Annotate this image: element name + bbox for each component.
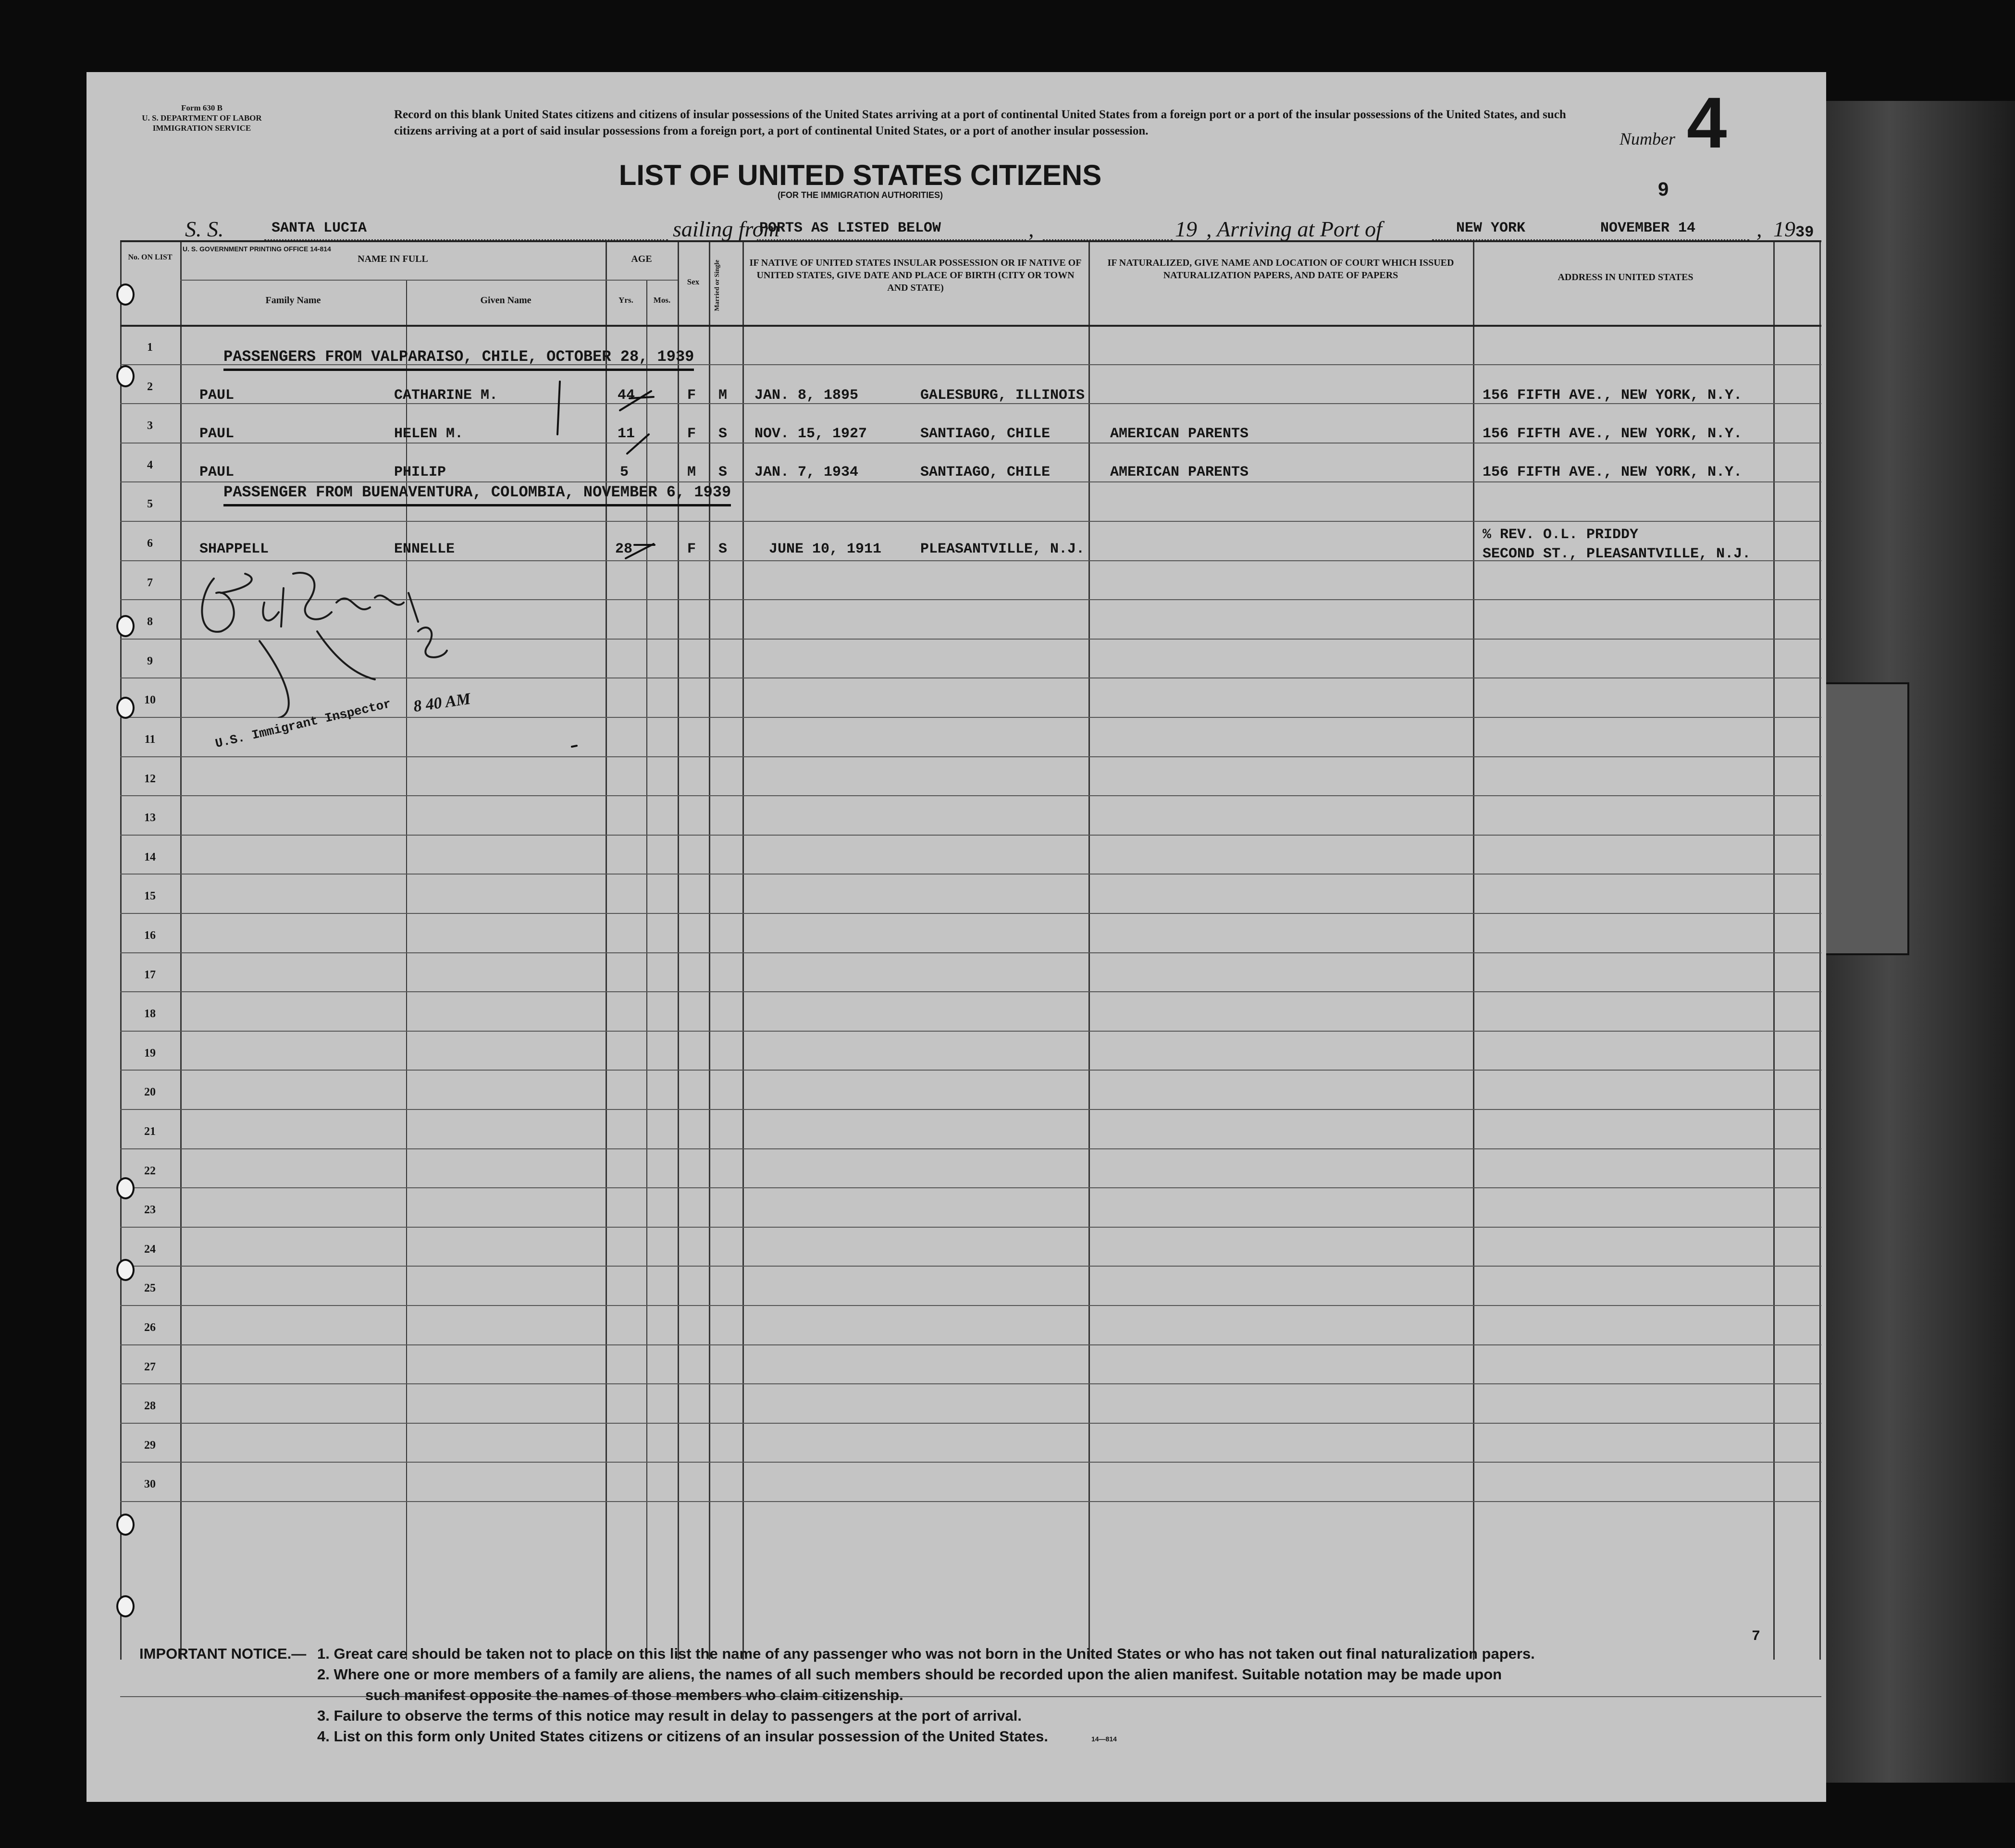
birth-date: JAN. 7, 1934 [754, 464, 859, 480]
row-number: 29 [144, 1439, 156, 1452]
naturalized: AMERICAN PARENTS [1110, 464, 1249, 480]
header-naturalized: IF NATURALIZED, GIVE NAME AND LOCATION OF COURT WHICH ISSUED NATURALIZATION PAPERS, AND DATE OF PAPERS [1107, 258, 1454, 281]
section-heading-buenaventura: PASSENGER FROM BUENAVENTURA, COLOMBIA, NOVEMBER 6, 1939 [223, 483, 731, 506]
row-number: 3 [147, 419, 153, 432]
binder-hole [116, 1177, 135, 1199]
important-notice [139, 1643, 1812, 1749]
row-number: 20 [144, 1086, 156, 1099]
birth-date: JUNE 10, 1911 [769, 541, 882, 557]
marital-status: M [718, 387, 728, 404]
inspector-stamp: U.S. Immigrant Inspector [214, 696, 393, 752]
form-code: 14—814 [1091, 1735, 1117, 1743]
row-number: 28 [144, 1400, 156, 1413]
year-label: 19 [1175, 217, 1197, 241]
row-number: 19 [144, 1047, 156, 1060]
birth-date: NOV. 15, 1927 [754, 426, 867, 442]
form-id-line: U. S. DEPARTMENT OF LABOR [142, 113, 262, 123]
age-years: 44 [618, 387, 635, 404]
given-name: HELEN M. [394, 426, 464, 442]
row-number: 24 [144, 1243, 156, 1256]
address: 156 FIFTH AVE., NEW YORK, N.Y. [1483, 464, 1743, 480]
binder-hole [116, 283, 135, 306]
row-number: 10 [144, 694, 156, 707]
notice-item-3: 3. Failure to observe the terms of this notice may result in delay to passengers at the port of arrival. [317, 1707, 1022, 1724]
address-line-2: SECOND ST., PLEASANTVILLE, N.J. [1483, 546, 1751, 562]
address: 156 FIFTH AVE., NEW YORK, N.Y. [1483, 426, 1743, 442]
row-number: 27 [144, 1360, 156, 1373]
record-notice: Record on this blank United States citizens and citizens of insular possessions of the United States arriving at a port of continental United States from a foreign port or a port of the insular possessions of the United States, and such citizens arriving at a port of said insular possessions from a foreign port, a port of continental United States, or a port of another insular possession. [394, 108, 1566, 137]
row-number: 18 [144, 1008, 156, 1021]
row-number: 21 [144, 1125, 156, 1138]
marital-status: S [718, 541, 728, 557]
form-id-line: IMMIGRATION SERVICE [152, 123, 251, 133]
row-number: 15 [144, 890, 156, 903]
address: % REV. O.L. PRIDDY [1483, 527, 1639, 543]
row-number: 2 [147, 380, 153, 393]
manifest-table [120, 240, 1821, 1660]
header-mos: Mos. [653, 296, 671, 305]
birth-place: PLEASANTVILLE, N.J. [920, 541, 1085, 557]
check-mark [627, 434, 649, 454]
given-name: PHILIP [394, 464, 446, 480]
form-identifier [115, 103, 288, 133]
notice-item-4: 4. List on this form only United States citizens or citizens of an insular possession of the United States. [317, 1728, 1048, 1745]
binder-hole [116, 1514, 135, 1536]
number-value: 4 [1687, 82, 1727, 163]
row-number: 14 [144, 850, 156, 863]
row-number: 16 [144, 929, 156, 942]
arrival-year: 1939 [1773, 217, 1814, 241]
marital-status: S [718, 426, 728, 442]
header-native: IF NATIVE OF UNITED STATES INSULAR POSSESSION OR IF NATIVE OF UNITED STATES, GIVE DATE AND PLACE OF BIRTH (CITY OR TOWN AND STATE) [749, 258, 1082, 293]
given-name: ENNELLE [394, 541, 455, 557]
marital-status: S [718, 464, 728, 480]
arrival-time: 8 40 AM [412, 690, 472, 716]
row-number: 11 [144, 733, 156, 746]
row-number: 25 [144, 1282, 156, 1295]
family-name: SHAPPELL [199, 541, 269, 557]
header-age: AGE [631, 254, 652, 264]
binder-hole [116, 615, 135, 637]
given-name: CATHARINE M. [394, 387, 498, 404]
row-number: 23 [144, 1204, 156, 1217]
row-number: 13 [144, 812, 156, 825]
ship-name: SANTA LUCIA [272, 220, 367, 236]
arriving-label: , Arriving at Port of [1206, 217, 1382, 241]
stray-mark [572, 746, 577, 747]
number-label: Number [1619, 129, 1675, 148]
address: 156 FIFTH AVE., NEW YORK, N.Y. [1483, 387, 1743, 404]
notice-item-2: 2. Where one or more members of a family are aliens, the names of all such members should be recorded upon the alien manifest. Suitable notation may be made upon [317, 1666, 1502, 1683]
notice-item-2-continued: such manifest opposite the names of those members who claim citizenship. [365, 1687, 903, 1703]
birth-date: JAN. 8, 1895 [754, 387, 859, 404]
notice-item-1: 1. Great care should be taken not to place on this list the name of any passenger who was not born in the United States or who has not taken out final naturalization papers. [317, 1645, 1535, 1662]
row-number: 7 [147, 576, 153, 589]
row-number: 4 [147, 458, 153, 471]
header-married-single: Married or Single [714, 259, 721, 311]
form-id-line: Form 630 B [181, 103, 223, 112]
manifest-page: Form 630 B U. S. DEPARTMENT OF LABOR IMMIGRATION SERVICE Record on this blank United States citizens and citizens of insular possessions of the United States arriving at a port of continental United States from a foreign port or a port of the insular possessions of the United States, and such citizens arriving at a port of said insular possessions from a foreign port, a port of continental United States, or a port of another insular possession. Number 4 LIST OF UNITED STATES CITIZENS (FOR THE IMMIGRATION AUTHORITIES) 9 S. S. SANTA LUCIA sailing from PORTS AS LISTED BELOW , 19 , Arriving at Port of NEW YORK NOVEMBER 14 , 1939 U. S. GOVERNMENT PRINTING OFFICE 14-814 No. ON LIST NAME IN FULL Family Name Given Name AGE Yrs. Mos. Sex Married or Single IF NATIVE OF UNITED STATES INSULAR POSSESSION OR IF NATIVE OF UNITED STATES, GIVE DATE AND PLACE OF BIRTH (CITY OR TOWN AND STATE) IF NATURALIZED, GIVE NAME AND LOCATION OF COURT WHICH ISSUED NATURALIZATION PAPERS, AND DATE OF PAPERS ADDRESS IN UNITED STATES 1 2 3 4 5 6 7 8 9 10 11 12 13 14 15 16 17 18 19 20 21 22 23 24 25 26 27 28 29 30 PASSENGERS FROM VALPARAISO, CHILE, OCTOBER 28, 1939 PASSENGER FROM BUENAVENTURA, COLOMBIA, NOVEMBER 6, 1939 PAUL CATHARINE M. 44 F M JAN. 8, 1895 GALESBURG, ILLINOIS 156 FIFTH AVE., NEW YORK, N.Y. PAUL HELEN M. 11 F S NOV. 15, 1927 SANTIAGO, CHILE AMERICAN PARENTS 156 FIFTH AVE., NEW YORK, N.Y. PAUL PHILIP 5 M S JAN. 7, 1934 SANTIAGO, CHILE AMERICAN PARENTS 156 FIFTH AVE., NEW YORK, N.Y. SHAPPELL ENNELLE 28 F S JUNE 10, 1911 PLEASANTVILLE, N.J. % REV. O.L. PRIDDY SECOND ST., PLEASANTVILLE, N.J. U.S. Immigrant Inspector 8 40 AM 7 IMPORTANT NOTICE.— 1. Great care should be taken not to place on this list the name of any passenger who was not born in the United States or who has not taken out final naturalization papers. 2. Where one or more members of a family are aliens, the names of all such members should be recorded upon the alien manifest. Suitable notation may be made upon such manifest opposite the names of those members who claim citizenship. 3. Failure to observe the terms of this notice may result in delay to passengers at the port of arrival. 4. List on this form only United States citizens or citizens of an insular possession of the United States. 14—814 [87, 72, 1826, 1802]
row-number: 26 [144, 1321, 156, 1334]
row-number: 5 [147, 498, 153, 511]
scan-background-sheet [1824, 682, 1909, 955]
row-number: 12 [144, 772, 156, 785]
sex: F [687, 541, 696, 557]
sheet-number: 9 [1658, 179, 1669, 200]
arrival-date: NOVEMBER 14 [1600, 220, 1696, 236]
row-number: 6 [147, 537, 153, 550]
page-subtitle: (FOR THE IMMIGRATION AUTHORITIES) [778, 190, 943, 200]
handwritten-marks [120, 242, 1821, 1660]
age-years: 28 [615, 541, 633, 557]
row-number: 8 [147, 616, 153, 628]
header-family-name: Family Name [265, 295, 321, 306]
header-name-in-full: NAME IN FULL [358, 254, 428, 264]
family-name: PAUL [199, 464, 235, 480]
row-number: 30 [144, 1478, 156, 1491]
gpo-note: U. S. GOVERNMENT PRINTING OFFICE 14-814 [183, 245, 331, 253]
bracket-mark [557, 382, 560, 434]
row-number: 9 [147, 654, 153, 667]
age-years: 11 [618, 426, 635, 442]
binder-hole [116, 1595, 135, 1617]
binder-hole [116, 697, 135, 719]
family-name: PAUL [199, 426, 235, 442]
row-number: 22 [144, 1164, 156, 1177]
naturalized: AMERICAN PARENTS [1110, 426, 1249, 442]
birth-place: SANTIAGO, CHILE [920, 426, 1051, 442]
header-sex: Sex [687, 277, 700, 286]
header-yrs: Yrs. [618, 296, 633, 305]
page-title: LIST OF UNITED STATES CITIZENS [618, 159, 1102, 191]
sex: F [687, 387, 696, 404]
header-given-name: Given Name [480, 295, 532, 306]
row-number: 17 [144, 968, 156, 981]
header-address: ADDRESS IN UNITED STATES [1558, 272, 1694, 283]
ss-label: S. S. [185, 217, 224, 241]
family-name: PAUL [199, 387, 235, 404]
age-years: 5 [620, 464, 629, 480]
birth-place: SANTIAGO, CHILE [920, 464, 1051, 480]
check-mark [620, 391, 654, 410]
row-number: 1 [147, 341, 153, 354]
sex: M [687, 464, 696, 480]
section-heading-valparaiso: PASSENGERS FROM VALPARAISO, CHILE, OCTOBER 28, 1939 [223, 348, 694, 371]
notice-lead: IMPORTANT NOTICE.— [139, 1645, 307, 1662]
binder-hole [116, 365, 135, 387]
page-tally: 7 [1752, 1628, 1761, 1645]
arrival-port: NEW YORK [1456, 220, 1526, 236]
header-no-on-list: No. ON LIST [128, 253, 173, 261]
sailing-from: PORTS AS LISTED BELOW [759, 220, 941, 236]
sex: F [687, 426, 696, 442]
sailing-label: sailing from [673, 217, 779, 241]
binder-hole [116, 1259, 135, 1281]
inspector-signature [192, 559, 461, 718]
check-mark [626, 544, 655, 558]
birth-place: GALESBURG, ILLINOIS [920, 387, 1085, 404]
